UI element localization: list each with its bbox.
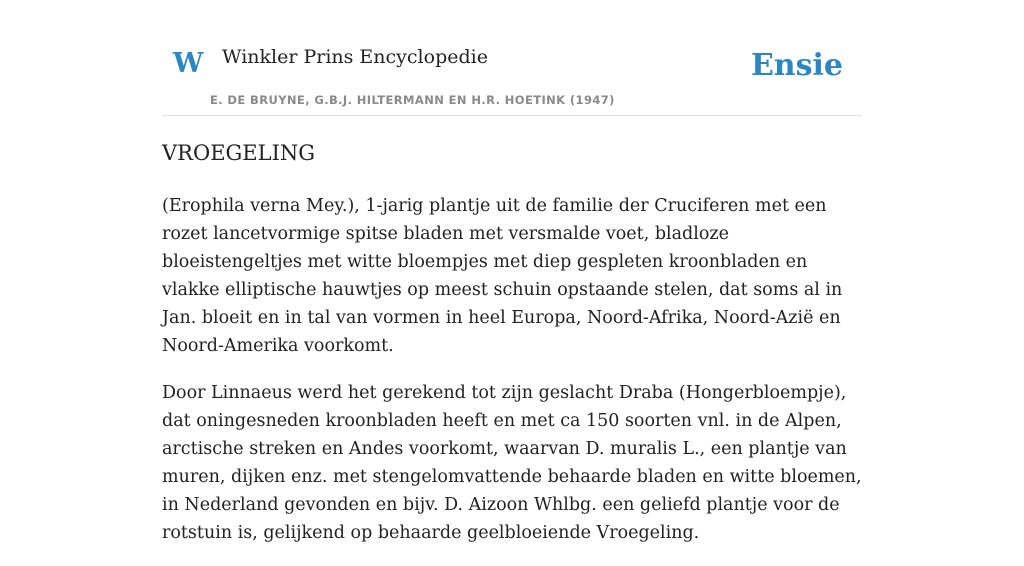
source-title[interactable]: Winkler Prins Encyclopedie (222, 46, 488, 68)
source-header (162, 0, 862, 116)
source-authors: E. DE BRUYNE, G.B.J. HILTERMANN EN H.R. HOETINK (1947) (210, 93, 615, 107)
ensie-logo-link[interactable]: Ensie (750, 48, 843, 83)
content-container (162, 0, 862, 543)
entry-title: VROEGELING (162, 141, 316, 165)
entry-body (162, 192, 862, 566)
entry-paragraph: (Erophila verna Mey.), 1-jarig plantje uit de familie der Cruciferen met een rozet lancetvormige spitse bladen met versmalde voet, bladloze bloeistengeltjes met witte bloempjes met diep gespleten kroonbladen en vlakke elliptische hauwtjes op meest schuin opstaande stelen, dat soms al in Jan. bloeit en in tal van vormen in heel Europa, Noord-Afrika, Noord-Azië en Noord-Amerika voorkomt. (162, 196, 843, 356)
source-logo-icon[interactable]: W (173, 48, 204, 79)
entry-paragraph: Door Linnaeus werd het gerekend tot zijn geslacht Draba (Hongerbloempje), dat oningesneden kroonbladen heeft en met ca 150 soorten vnl. in de Alpen, arctische streken en Andes voorkomt, waarvan D. muralis L., een plantje van muren, dijken enz. met stengelomvattende behaarde bladen en witte bloemen, in Nederland gevonden en bijv. D. Aizoon Whlbg. een geliefd plantje voor de rotstuin is, gelijkend op behaarde geelbloeiende Vroegeling. (162, 383, 862, 543)
